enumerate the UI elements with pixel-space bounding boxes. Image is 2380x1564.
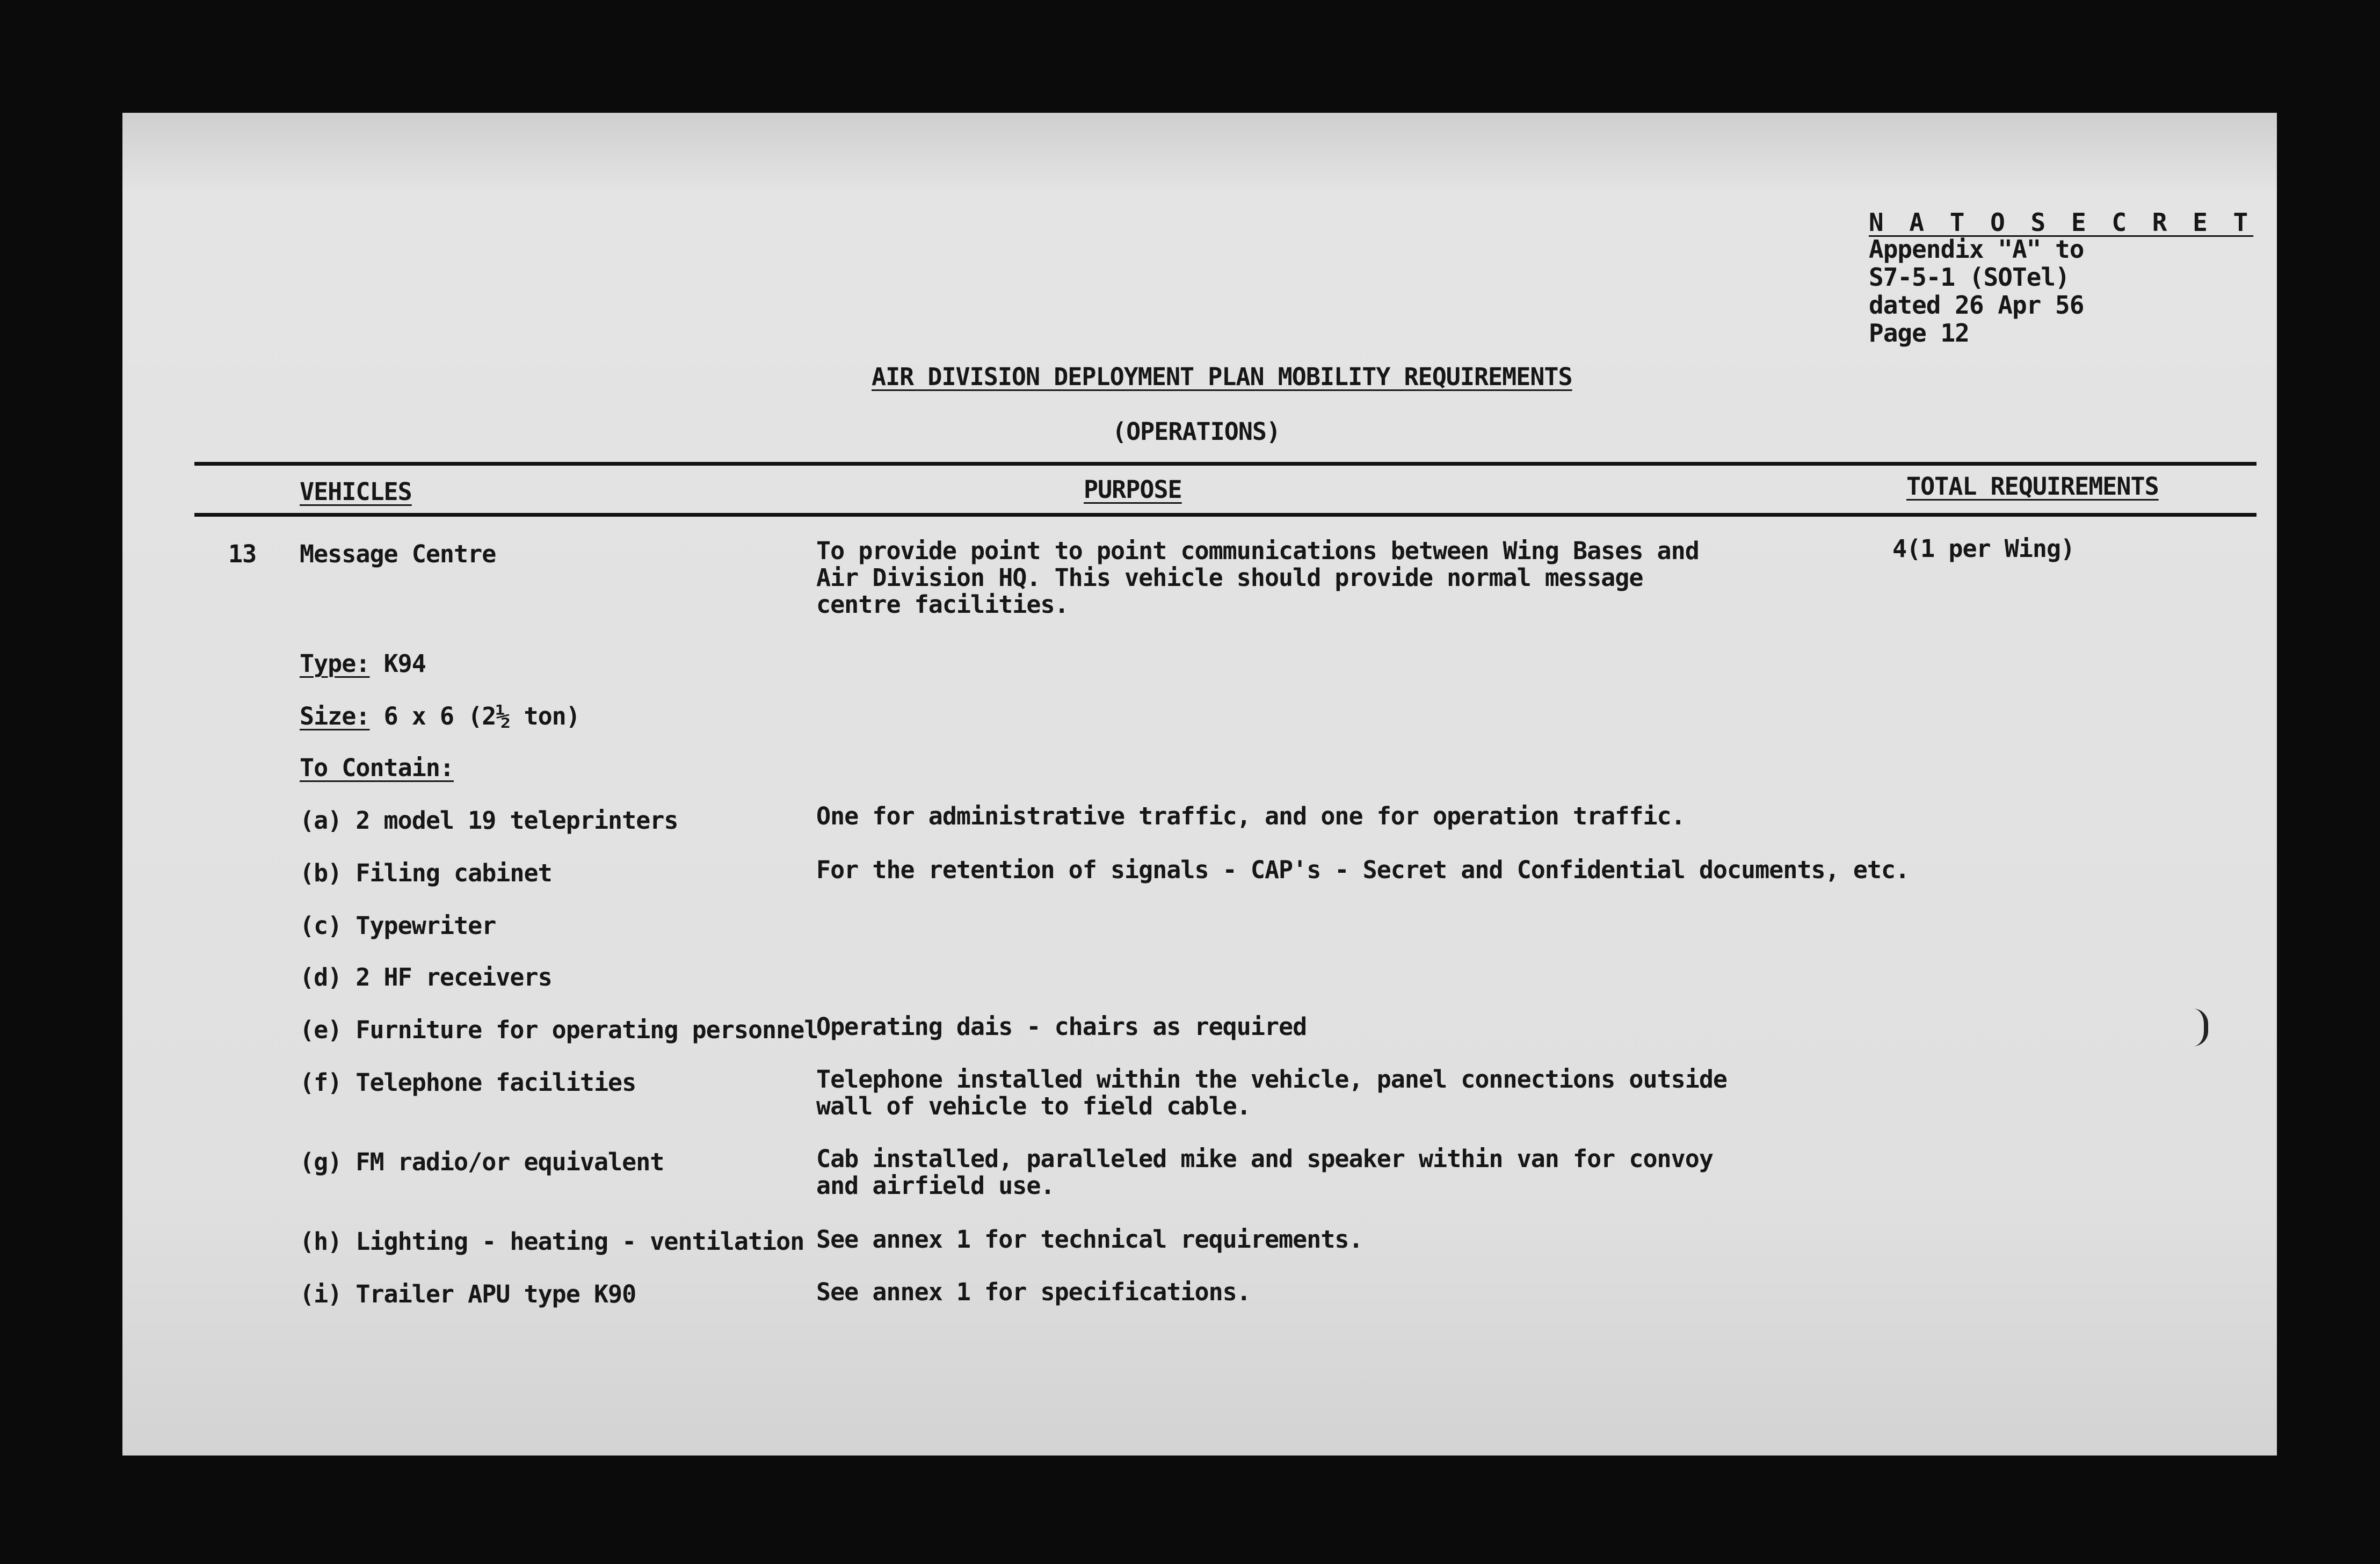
classification-marking: N A T O S E C R E T bbox=[1869, 208, 2254, 237]
size-value: 6 x 6 (2½ ton) bbox=[383, 702, 580, 730]
item-number: 13 bbox=[228, 540, 257, 568]
content-item: (d) 2 HF receivers bbox=[300, 963, 552, 991]
header-line: S7-5-1 (SOTel) bbox=[1869, 263, 2070, 292]
content-item: (h) Lighting - heating - ventilation bbox=[300, 1227, 804, 1256]
header-line: dated 26 Apr 56 bbox=[1869, 291, 2084, 320]
content-item: (a) 2 model 19 teleprinters bbox=[300, 806, 678, 835]
item-name: Message Centre bbox=[300, 540, 496, 568]
type-row bbox=[300, 650, 426, 678]
contain-label: To Contain: bbox=[300, 754, 454, 782]
size-label: Size: bbox=[300, 702, 370, 730]
column-header-vehicles: VEHICLES bbox=[300, 477, 412, 506]
size-row bbox=[300, 703, 580, 730]
content-item: (b) Filing cabinet bbox=[300, 859, 552, 887]
column-header-purpose: PURPOSE bbox=[1084, 475, 1182, 504]
content-purpose-line: wall of vehicle to field cable. bbox=[816, 1092, 1251, 1120]
content-purpose-line: See annex 1 for specifications. bbox=[816, 1278, 1251, 1306]
content-item: (e) Furniture for operating personnel bbox=[300, 1016, 818, 1044]
type-label: Type: bbox=[300, 649, 370, 678]
content-item: (i) Trailer APU type K90 bbox=[300, 1280, 636, 1308]
item-purpose-line: Air Division HQ. This vehicle should provide normal message bbox=[816, 563, 1643, 592]
header-line: Appendix "A" to bbox=[1869, 235, 2084, 264]
content-purpose-line: and airfield use. bbox=[816, 1171, 1055, 1200]
document-page bbox=[122, 113, 2277, 1456]
content-purpose-line: Telephone installed within the vehicle, panel connections outside bbox=[816, 1065, 1727, 1094]
item-total: 4(1 per Wing) bbox=[1892, 534, 2075, 563]
item-purpose-line: To provide point to point communications between Wing Bases and bbox=[816, 537, 1699, 565]
column-header-total: TOTAL REQUIREMENTS bbox=[1906, 472, 2159, 501]
document-subtitle: (OPERATIONS) bbox=[1112, 417, 1281, 446]
content-item: (f) Telephone facilities bbox=[300, 1068, 636, 1097]
table-top-rule bbox=[194, 462, 2256, 466]
content-item: (g) FM radio/or equivalent bbox=[300, 1148, 664, 1176]
content-purpose-line: One for administrative traffic, and one for operation traffic. bbox=[816, 802, 1685, 830]
header-line: Page 12 bbox=[1869, 318, 1969, 347]
content-item: (c) Typewriter bbox=[300, 911, 496, 940]
content-purpose-line: See annex 1 for technical requirements. bbox=[816, 1225, 1363, 1254]
table-header-rule bbox=[194, 513, 2256, 517]
type-value: K94 bbox=[383, 649, 426, 678]
content-purpose-line: Operating dais - chairs as required bbox=[816, 1012, 1307, 1041]
content-purpose-line: For the retention of signals - CAP's - Secret and Confidential documents, etc. bbox=[816, 856, 1910, 884]
film-mark bbox=[2193, 1009, 2208, 1046]
document-title: AIR DIVISION DEPLOYMENT PLAN MOBILITY REQUIREMENTS bbox=[872, 363, 1572, 391]
item-purpose-line: centre facilities. bbox=[816, 590, 1069, 619]
content-purpose-line: Cab installed, paralleled mike and speaker within van for convoy bbox=[816, 1145, 1713, 1173]
